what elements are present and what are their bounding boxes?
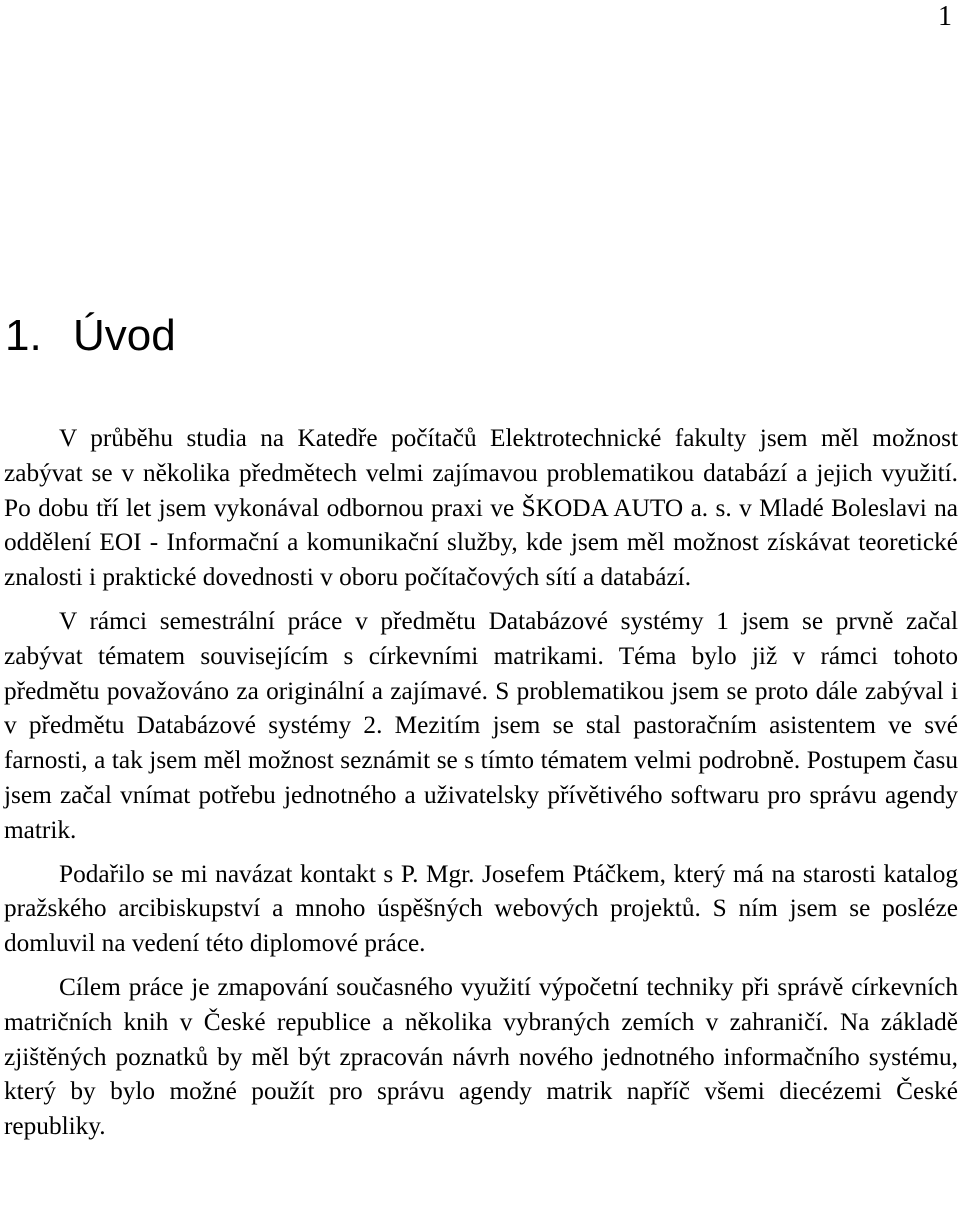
chapter-title: Úvod [73,311,176,360]
chapter-heading [5,308,176,364]
paragraph: Podařilo se mi navázat kontakt s P. Mgr. Josefem Ptáčkem, který má na starosti katalog pražského arcibiskupství a mnoho úspěšných webových projektů. S ním jsem se posléze domluvil na vedení této diplomové práce. [4,859,958,958]
page-number: 1 [938,1,952,32]
chapter-number: 1. [5,311,42,360]
body-text [4,421,958,1153]
paragraph: V průběhu studia na Katedře počítačů Elektrotechnické fakulty jsem měl možnost zabývat se v několika předmětech velmi zajímavou problematikou databází a jejich využití. Po dobu tří let jsem vykonával odbornou praxi ve ŠKODA AUTO a. s. v Mladé Boleslavi na oddělení EOI - Informační a komunikační služby, kde jsem měl možnost získávat teoretické znalosti i praktické dovednosti v oboru počítačových sítí a databází. [4,424,958,592]
paragraph: V rámci semestrální práce v předmětu Databázové systémy 1 jsem se prvně začal zabývat tématem souvisejícím s církevními matrikami. Téma bylo již v rámci tohoto předmětu považováno za originální a zajímavé. S problematikou jsem se proto dále zabýval i v předmětu Databázové systémy 2. Mezitím jsem se stal pastoračním asistentem ve své farnosti, a tak jsem měl možnost seznámit se s tímto tématem velmi podrobně. Postupem času jsem začal vnímat potřebu jednotného a uživatelsky přívětivého softwaru pro správu agendy matrik. [4,606,958,844]
paragraph: Cílem práce je zmapování současného využití výpočetní techniky při správě církevních matričních knih v České republice a několika vybraných zemích v zahraničí. Na základě zjištěných poznatků by měl být zpracován návrh nového jednotného informačního systému, který by bylo možné použít pro správu agendy matrik napříč všemi diecézemi České republiky. [4,972,958,1141]
